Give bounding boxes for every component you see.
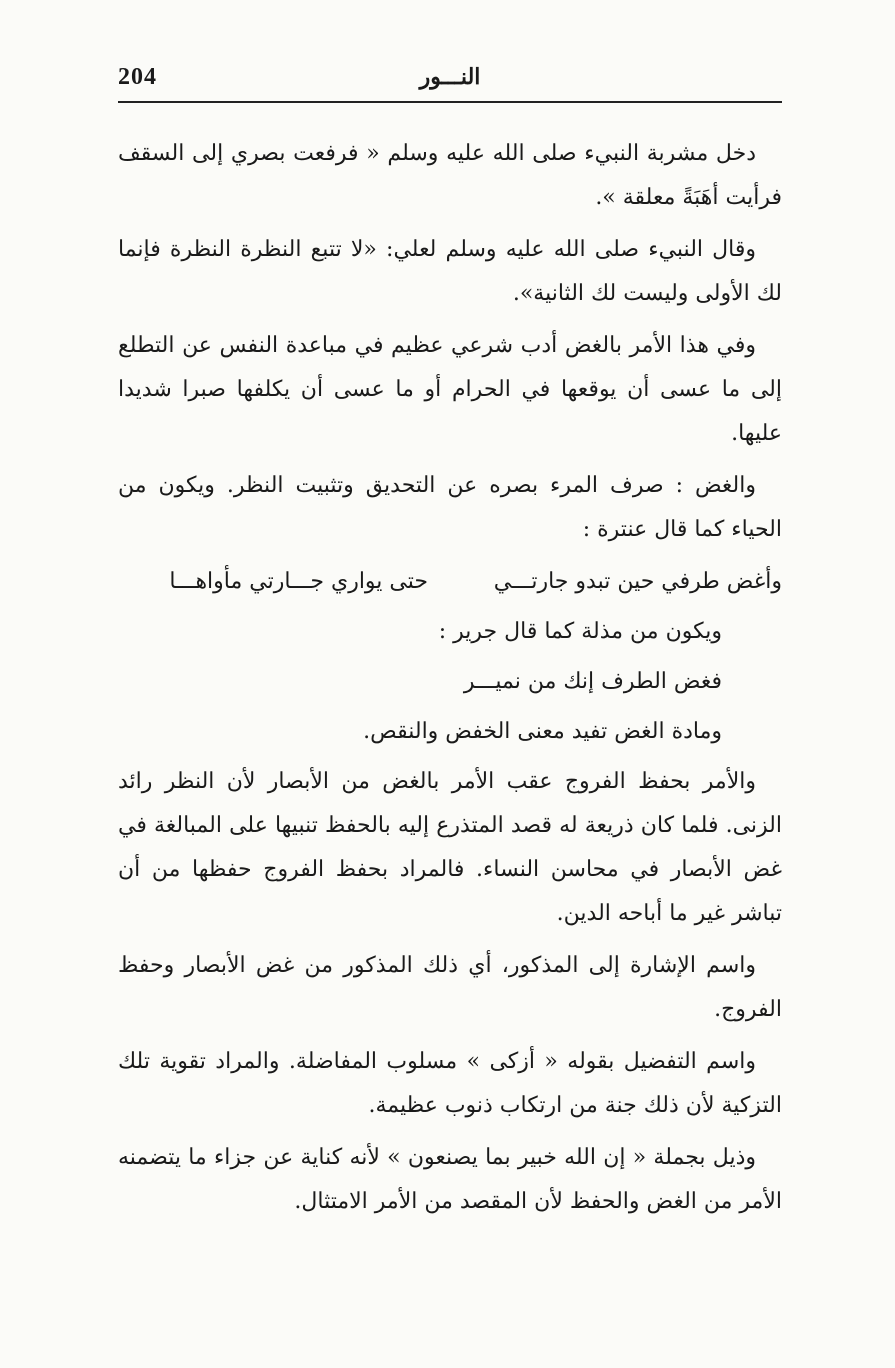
header-rule (118, 101, 782, 103)
verse-second-hemistich: حتى يواري جـــارتي مأواهـــا (169, 569, 428, 594)
paragraph-tadhyil: وذيل بجملة « إن الله خبير بما يصنعون » لأنه كناية عن جزاء ما يتضمنه الأمر من الغض والحفظ لأن المقصد من الأمر الامتثال. (118, 1145, 782, 1214)
paragraph-hadith-ali: وقال النبيء صلى الله عليه وسلم لعلي: «لا تتبع النظرة النظرة فإنما لك الأولى وليست لك الثانية». (118, 237, 782, 306)
paragraph-furuj: والأمر بحفظ الفروج عقب الأمر بالغض من الأبصار لأن النظر رائد الزنى. فلما كان ذريعة له قصد المتذرع إليه بالحفظ تنبيها على المبالغة في غض الأبصار في محاسن النساء. فالمراد بحفظ الفروج حفظها من أن تباشر غير ما أباحه الدين. (118, 769, 782, 926)
line-root-meaning: ومادة الغض تفيد معنى الخفض والنقص. (363, 719, 722, 744)
paragraph-adab: وفي هذا الأمر بالغض أدب شرعي عظيم في مباعدة النفس عن التطلع إلى ما عسى أن يوقعها في الحرام أو ما عسى أن يكلفها صبرا شديدا عليها. (118, 333, 782, 446)
running-head (118, 58, 782, 98)
page-number: 204 (118, 64, 157, 90)
body-text (118, 132, 782, 1232)
paragraph-tafdil: واسم التفضيل بقوله « أزكى » مسلوب المفاضلة. والمراد تقوية تلك التزكية لأن ذلك جنة من ارتكاب ذنوب عظيمة. (118, 1049, 782, 1118)
paragraph-hadith-ahaba: دخل مشربة النبيء صلى الله عليه وسلم « فرفعت بصري إلى السقف فرأيت أهَبَةً معلقة ». (118, 141, 782, 210)
poem-verse-antara (118, 560, 782, 604)
verse-first-hemistich: وأغض طرفي حين تبدو جارتـــي (493, 569, 782, 594)
paragraph-definition-ghadd: والغض : صرف المرء بصره عن التحديق وتثبيت النظر. ويكون من الحياء كما قال عنترة : (118, 473, 782, 542)
surah-title: النـــور (419, 64, 481, 90)
paragraph-ishara: واسم الإشارة إلى المذكور، أي ذلك المذكور من غض الأبصار وحفظ الفروج. (118, 953, 782, 1022)
line-jarir-intro: ويكون من مذلة كما قال جرير : (438, 619, 722, 644)
line-jarir-verse: فغض الطرف إنك من نميـــر (463, 669, 722, 694)
